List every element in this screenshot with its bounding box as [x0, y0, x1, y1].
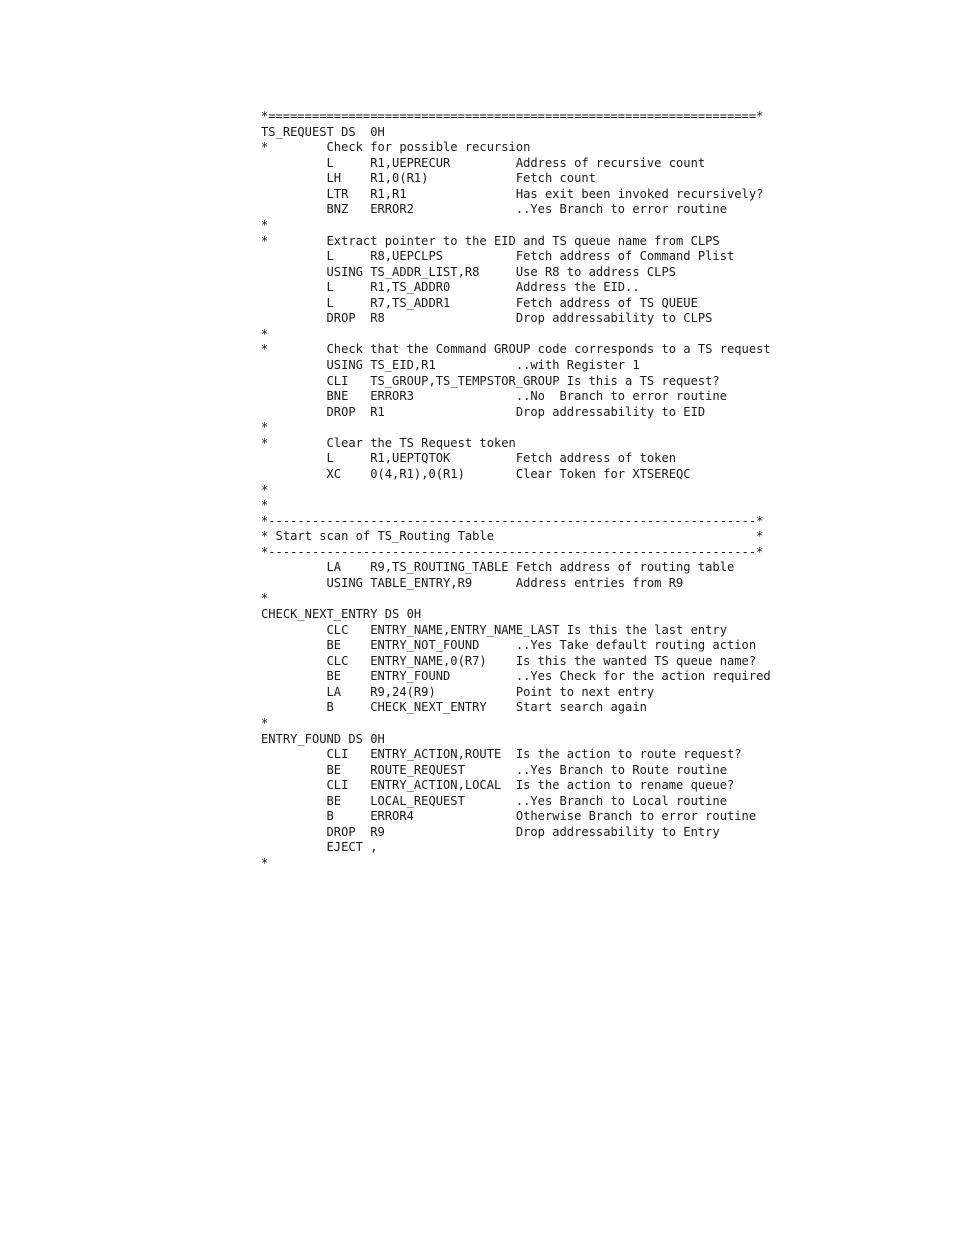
- code-line: *-------------------------------------------------------------------*: [261, 544, 764, 559]
- code-line: * Extract pointer to the EID and TS queue name from CLPS: [261, 233, 720, 248]
- code-line: *: [261, 715, 269, 730]
- code-line: * Check for possible recursion: [261, 140, 531, 155]
- code-line: XC 0(4,R1),0(R1) Clear Token for XTSEREQC: [261, 466, 691, 481]
- code-line: *-------------------------------------------------------------------*: [261, 513, 764, 528]
- code-line: TS_REQUEST DS 0H: [261, 124, 385, 139]
- code-line: * Start scan of TS_Routing Table *: [261, 529, 764, 544]
- code-line: USING TS_EID,R1 ..with Register 1: [261, 358, 640, 372]
- code-line: B CHECK_NEXT_ENTRY Start search again: [261, 700, 647, 715]
- code-line: ENTRY_FOUND DS 0H: [261, 731, 385, 746]
- code-line: CLC ENTRY_NAME,0(R7) Is this the wanted TS queue name?: [261, 653, 757, 668]
- code-line: L R1,UEPTQTOK Fetch address of token: [261, 451, 677, 466]
- code-line: L R1,TS_ADDR0 Address the EID..: [261, 280, 640, 295]
- code-line: USING TABLE_ENTRY,R9 Address entries from R9: [261, 575, 684, 590]
- code-line: *===================================================================*: [261, 109, 764, 123]
- code-line: CLI ENTRY_ACTION,LOCAL Is the action to rename queue?: [261, 778, 735, 793]
- code-line: *: [261, 856, 269, 870]
- code-line: *: [261, 482, 269, 497]
- code-line: *: [261, 217, 269, 232]
- code-line: BNZ ERROR2 ..Yes Branch to error routine: [261, 202, 727, 217]
- code-line: CLC ENTRY_NAME,ENTRY_NAME_LAST Is this the last entry: [261, 622, 727, 637]
- code-line: L R8,UEPCLPS Fetch address of Command Plist: [261, 249, 735, 264]
- code-line: L R7,TS_ADDR1 Fetch address of TS QUEUE: [261, 295, 698, 310]
- code-line: *: [261, 498, 269, 513]
- code-line: USING TS_ADDR_LIST,R8 Use R8 to address CLPS: [261, 264, 677, 279]
- code-line: *: [261, 326, 269, 341]
- assembler-code-listing: [261, 109, 771, 872]
- code-line: DROP R1 Drop addressability to EID: [261, 404, 706, 419]
- code-line: CHECK_NEXT_ENTRY DS 0H: [261, 607, 422, 621]
- code-line: DROP R8 Drop addressability to CLPS: [261, 311, 713, 326]
- code-line: L R1,UEPRECUR Address of recursive count: [261, 155, 706, 170]
- code-line: BE ENTRY_NOT_FOUND ..Yes Take default routing action: [261, 638, 757, 653]
- code-line: LA R9,TS_ROUTING_TABLE Fetch address of routing table: [261, 560, 735, 575]
- code-line: *: [261, 420, 269, 435]
- code-line: LTR R1,R1 Has exit been invoked recursively?: [261, 186, 764, 201]
- code-line: CLI ENTRY_ACTION,ROUTE Is the action to route request?: [261, 747, 742, 762]
- code-line: B ERROR4 Otherwise Branch to error routine: [261, 809, 757, 824]
- code-line: CLI TS_GROUP,TS_TEMPSTOR_GROUP Is this a TS request?: [261, 373, 720, 388]
- code-line: BE LOCAL_REQUEST ..Yes Branch to Local routine: [261, 793, 727, 808]
- code-line: * Clear the TS Request token: [261, 435, 516, 450]
- code-line: * Check that the Command GROUP code corresponds to a TS request: [261, 342, 771, 357]
- code-line: LA R9,24(R9) Point to next entry: [261, 684, 655, 699]
- code-line: LH R1,0(R1) Fetch count: [261, 171, 596, 186]
- code-line: *: [261, 591, 269, 606]
- code-line: BNE ERROR3 ..No Branch to error routine: [261, 389, 727, 404]
- code-line: BE ENTRY_FOUND ..Yes Check for the action required: [261, 669, 771, 684]
- code-line: EJECT ,: [261, 840, 378, 855]
- code-line: DROP R9 Drop addressability to Entry: [261, 824, 720, 839]
- code-line: BE ROUTE_REQUEST ..Yes Branch to Route routine: [261, 762, 727, 777]
